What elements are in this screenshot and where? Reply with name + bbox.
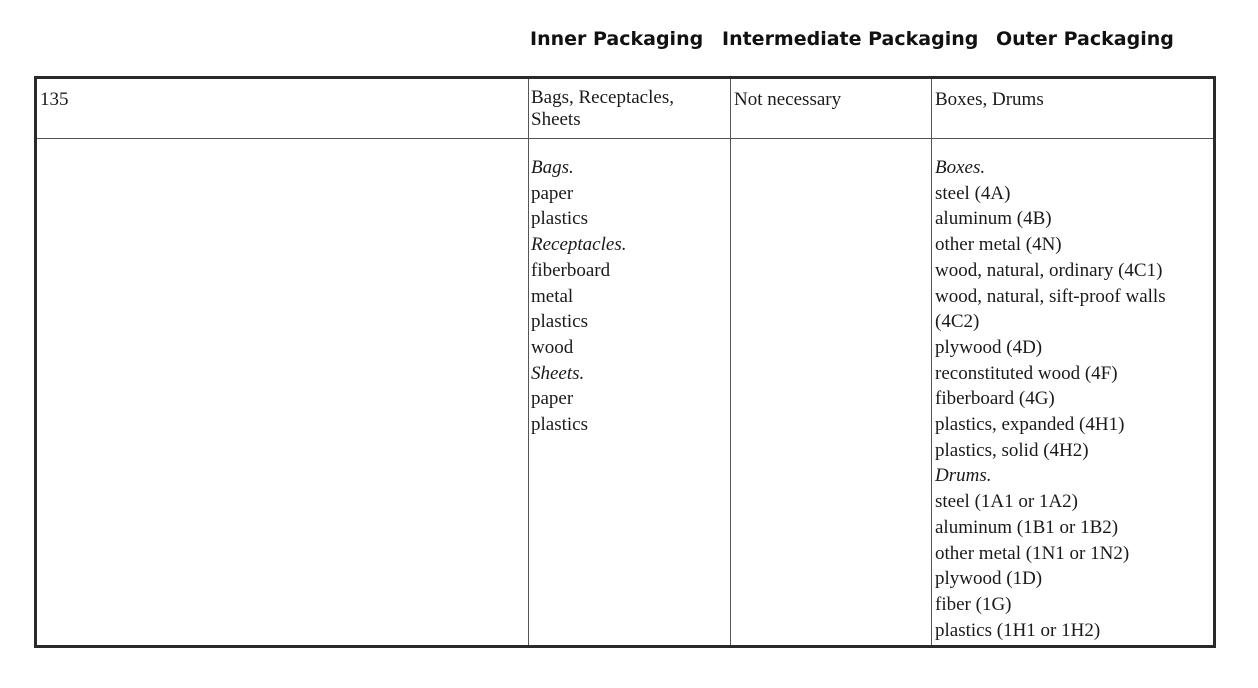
list-item: wood [531,336,574,358]
intermediate-packaging-summary: Not necessary [734,89,842,110]
list-item: fiber (1G) [935,593,1012,615]
list-item: other metal (1N1 or 1N2) [935,542,1130,564]
list-category-heading: Sheets. [531,362,585,384]
row-divider [37,138,1213,139]
column-divider [931,79,932,645]
list-item: paper [531,388,574,410]
list-item: plywood (4D) [935,336,1043,358]
inner-summary-line: Bags, Receptacles, [531,87,674,108]
list-item: wood, natural, ordinary (4C1) [935,259,1163,281]
header-inner-packaging: Inner Packaging [530,28,704,50]
list-category-heading: Boxes. [935,157,986,178]
inner-summary-line: Sheets [531,109,581,130]
list-item: reconstituted wood (4F) [935,362,1118,384]
list-item: plywood (1D) [935,568,1043,590]
header-intermediate-packaging: Intermediate Packaging [722,28,979,50]
column-divider [730,79,731,645]
list-item: plastics, solid (4H2) [935,439,1089,461]
list-item: plastics (1H1 or 1H2) [935,619,1101,641]
outer-packaging-summary: Boxes, Drums [935,89,1044,110]
list-item: steel (4A) [935,182,1011,204]
column-headers [0,28,1258,58]
list-item: wood, natural, sift-proof walls [935,285,1166,307]
header-outer-packaging: Outer Packaging [996,28,1174,50]
list-item: aluminum (4B) [935,208,1052,230]
list-item: fiberboard [531,259,611,281]
packaging-table [34,76,1216,648]
list-item: metal [531,285,574,307]
list-item: (4C2) [935,311,980,333]
list-item: aluminum (1B1 or 1B2) [935,516,1119,538]
list-item: plastics [531,208,588,230]
list-item: plastics [531,414,588,436]
outer-packaging-list [935,155,1166,643]
list-item: plastics [531,311,588,333]
list-item: steel (1A1 or 1A2) [935,491,1078,513]
list-item: paper [531,182,574,204]
inner-packaging-summary [531,87,674,131]
list-item: plastics, expanded (4H1) [935,414,1125,436]
packing-instruction-number: 135 [40,89,69,110]
inner-packaging-list [531,155,626,438]
column-divider [528,79,529,645]
list-item: fiberboard (4G) [935,388,1055,410]
list-category-heading: Receptacles. [531,234,627,256]
list-category-heading: Drums. [935,465,992,487]
list-item: other metal (4N) [935,234,1062,256]
list-category-heading: Bags. [531,157,574,178]
